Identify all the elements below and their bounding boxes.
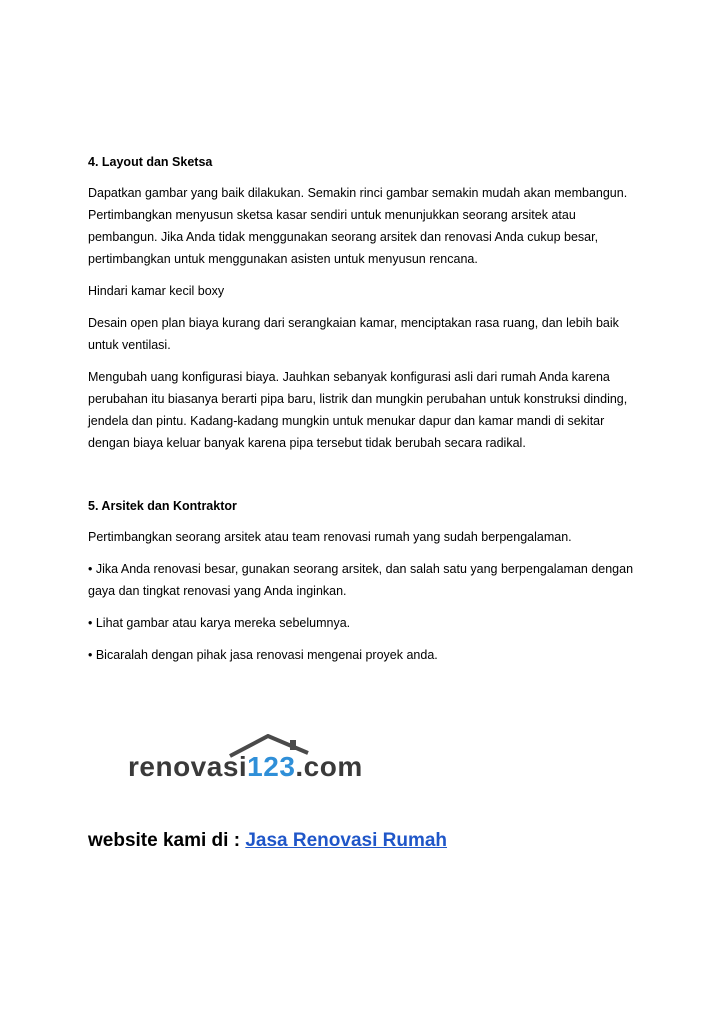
section-5-bullet-1: • Jika Anda renovasi besar, gunakan seorang arsitek, dan salah satu yang berpengalaman dengan gaya dan tingkat renovasi yang Anda inginkan. bbox=[88, 562, 634, 598]
section-4-heading: 4. Layout dan Sketsa bbox=[88, 155, 213, 169]
section-5-paragraph-1: Pertimbangkan seorang arsitek atau team renovasi rumah yang sudah berpengalaman. bbox=[88, 530, 572, 544]
renovasi123-logo bbox=[128, 734, 378, 782]
section-spacer bbox=[88, 464, 648, 498]
logo-text-left: renovasi bbox=[128, 751, 248, 782]
logo-text-number: 123 bbox=[247, 751, 296, 782]
section-4-paragraph-3: Desain open plan biaya kurang dari serangkaian kamar, menciptakan rasa ruang, dan lebih baik untuk ventilasi. bbox=[88, 316, 619, 352]
footer-link-jasa-renovasi[interactable]: Jasa Renovasi Rumah bbox=[245, 830, 448, 851]
section-5-bullet-3: • Bicaralah dengan pihak jasa renovasi mengenai proyek anda. bbox=[88, 648, 438, 662]
footer-label: website kami di : bbox=[88, 830, 246, 851]
roof-chimney bbox=[290, 740, 296, 750]
section-4-paragraph-2: Hindari kamar kecil boxy bbox=[88, 284, 225, 298]
section-4-paragraph-1: Dapatkan gambar yang baik dilakukan. Semakin rinci gambar semakin mudah akan membangun. Pertimbangkan menyusun sketsa kasar sendiri untuk menunjukkan seorang arsitek atau pembangun. Jika Anda tidak menggunakan seorang arsitek dan renovasi Anda cukup besar, pertimbangkan untuk menggunakan asisten untuk menyusun rencana. bbox=[88, 186, 628, 266]
footer-line bbox=[88, 828, 447, 854]
section-5-bullet-2: • Lihat gambar atau karya mereka sebelumnya. bbox=[88, 616, 351, 630]
section-5-heading: 5. Arsitek dan Kontraktor bbox=[88, 499, 237, 513]
logo-text bbox=[128, 751, 363, 782]
house-roof-icon bbox=[128, 734, 378, 782]
document-body bbox=[88, 154, 648, 676]
section-4-paragraph-4: Mengubah uang konfigurasi biaya. Jauhkan sebanyak konfigurasi asli dari rumah Anda karena perubahan itu biasanya berarti pipa baru, listrik dan mungkin perubahan untuk konstruksi dinding, jendela dan pintu. Kadang-kadang mungkin untuk menukar dapur dan kamar mandi di sekitar dengan biaya keluar banyak karena pipa tersebut tidak berubah secara radikal. bbox=[88, 370, 628, 450]
logo-text-right: .com bbox=[295, 751, 363, 782]
